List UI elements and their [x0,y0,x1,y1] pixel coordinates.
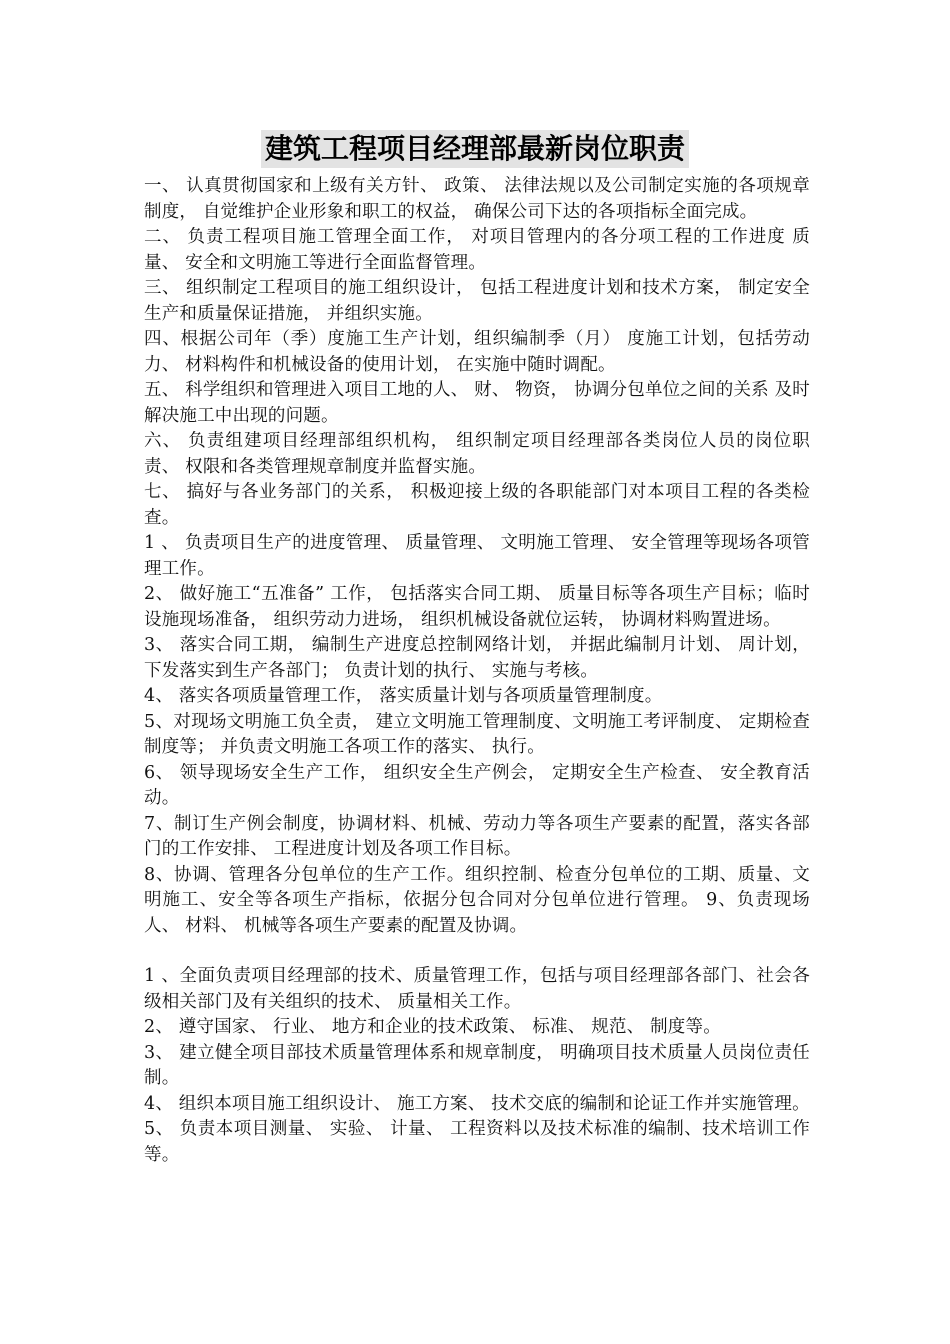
paragraph: 四、根据公司年（季）度施工生产计划，组织编制季（月） 度施工计划，包括劳动力、 材料构件和机械设备的使用计划， 在实施中随时调配。 [144,329,810,375]
paragraph: 2、 遵守国家、 行业、 地方和企业的技术政策、 标准、 规范、 制度等。 [144,1017,721,1037]
paragraph: 六、 负责组建项目经理部组织机构， 组织制定项目经理部各类岗位人员的岗位职责、 权限和各类管理规章制度并监督实施。 [144,431,810,477]
paragraph: 1 、全面负责项目经理部的技术、质量管理工作，包括与项目经理部各部门、社会各级相关部门及有关组织的技术、 质量相关工作。 [144,966,810,1012]
paragraph: 6、 领导现场安全生产工作， 组织安全生产例会， 定期安全生产检查、 安全教育活动。 [144,762,810,808]
paragraph: 5、 负责本项目测量、 实验、 计量、 工程资料以及技术标准的编制、技术培训工作等。 [144,1119,810,1165]
paragraph: 4、 落实各项质量管理工作， 落实质量计划与各项质量管理制度。 [144,686,663,706]
title-container [0,130,950,168]
paragraph: 3、 建立健全项目部技术质量管理体系和规章制度， 明确项目技术质量人员岗位责任制。 [144,1042,810,1088]
paragraph: 8、协调、管理各分包单位的生产工作。组织控制、检查分包单位的工期、质量、文明施工、安全等各项生产指标，依据分包合同对分包单位进行管理。 9、负责现场人、 材料、 机械等各项生产要素的配置及协调。 [144,864,810,936]
paragraph: 2、 做好施工“五准备” 工作， 包括落实合同工期、 质量目标等各项生产目标；临时设施现场准备， 组织劳动力进场， 组织机械设备就位运转， 协调材料购置进场。 [144,584,810,630]
paragraph: 1 、 负责项目生产的进度管理、 质量管理、 文明施工管理、 安全管理等现场各项管理工作。 [144,533,810,579]
paragraph: 三、 组织制定工程项目的施工组织设计， 包括工程进度计划和技术方案， 制定安全生产和质量保证措施， 并组织实施。 [144,278,810,324]
paragraph: 3、 落实合同工期， 编制生产进度总控制网络计划， 并据此编制月计划、 周计划， 下发落实到生产各部门； 负责计划的执行、 实施与考核。 [144,635,810,681]
document-title: 建筑工程项目经理部最新岗位职责 [261,130,689,168]
paragraph: 5、对现场文明施工负全责， 建立文明施工管理制度、文明施工考评制度、 定期检查制度等； 并负责文明施工各项工作的落实、 执行。 [144,711,810,757]
document-body [144,174,810,1168]
section-spacer [144,939,810,964]
paragraph: 七、 搞好与各业务部门的关系， 积极迎接上级的各职能部门对本项目工程的各类检查。 [144,482,810,528]
paragraph: 7、制订生产例会制度，协调材料、机械、劳动力等各项生产要素的配置，落实各部门的工作安排、 工程进度计划及各项工作目标。 [144,813,810,859]
paragraph: 一、 认真贯彻国家和上级有关方针、 政策、 法律法规以及公司制定实施的各项规章制度， 自觉维护企业形象和职工的权益， 确保公司下达的各项指标全面完成。 [144,176,810,222]
paragraph: 4、 组织本项目施工组织设计、 施工方案、 技术交底的编制和论证工作并实施管理。 [144,1093,810,1114]
paragraph: 二、 负责工程项目施工管理全面工作， 对项目管理内的各分项工程的工作进度 质量、 安全和文明施工等进行全面监督管理。 [144,227,810,273]
paragraph: 五、 科学组织和管理进入项目工地的人、 财、 物资， 协调分包单位之间的关系 及时解决施工中出现的问题。 [144,380,811,426]
